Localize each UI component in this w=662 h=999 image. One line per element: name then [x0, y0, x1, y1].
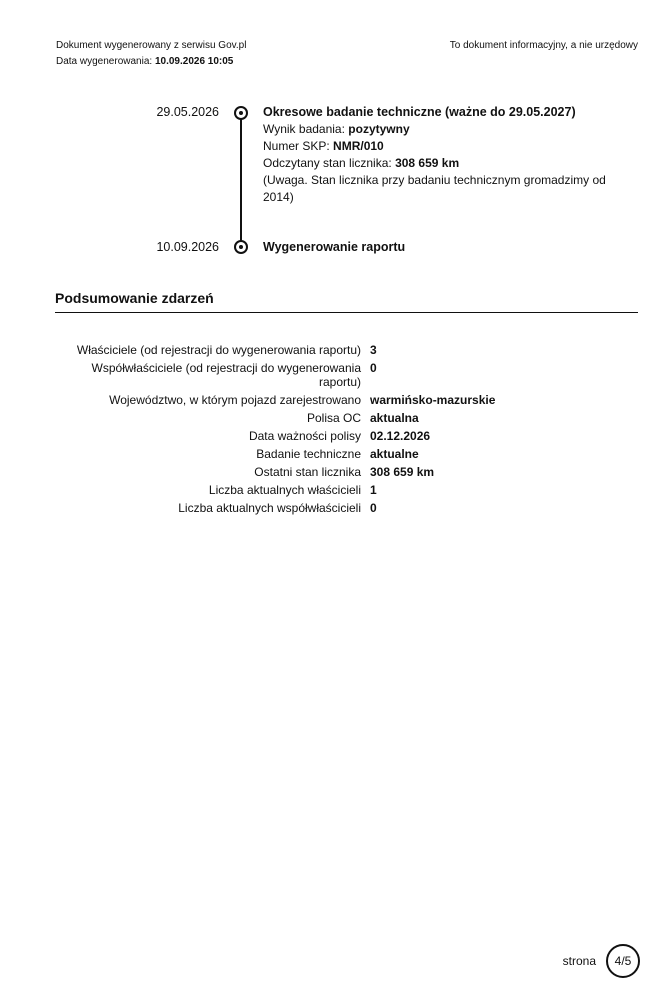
timeline-dot-icon: [234, 106, 248, 120]
skp-number-value: NMR/010: [333, 139, 384, 153]
summary-value: 308 659 km: [370, 465, 435, 479]
inspection-result-value: pozytywny: [348, 122, 410, 136]
inspection-result-label: Wynik badania:: [263, 122, 349, 136]
summary-row: [56, 393, 556, 407]
odometer-label: Odczytany stan licznika:: [263, 156, 396, 170]
summary-value: aktualna: [370, 411, 419, 425]
summary-value: 1: [370, 483, 377, 497]
inspection-result: [263, 121, 623, 138]
odometer-value: 308 659 km: [395, 156, 460, 170]
page-footer: [563, 944, 640, 978]
odometer-reading: [263, 155, 623, 172]
timeline-dot-icon: [234, 240, 248, 254]
summary-title: Podsumowanie zdarzeń: [55, 290, 638, 313]
skp-number: [263, 138, 623, 155]
summary-label: Właściciele (od rejestracji do wygenerowania raportu): [76, 343, 361, 357]
summary-row: [56, 447, 556, 461]
summary-label: Współwłaściciele (od rejestracji do wygenerowania raportu): [91, 361, 361, 389]
summary-value: 3: [370, 343, 377, 357]
summary-label: Ostatni stan licznika: [254, 465, 361, 479]
document-header-left: [56, 38, 246, 70]
summary-value: warmińsko-mazurskie: [370, 393, 496, 407]
timeline-event-inspection: [263, 104, 623, 206]
summary-row: [56, 429, 556, 443]
odometer-note: (Uwaga. Stan licznika przy badaniu technicznym gromadzimy od 2014): [263, 173, 606, 204]
summary-label: Województwo, w którym pojazd zarejestrowano: [109, 393, 361, 407]
timeline-event-report: [263, 239, 623, 256]
summary-label: Polisa OC: [306, 411, 361, 425]
summary-label: Liczba aktualnych współwłaścicieli: [178, 501, 361, 515]
page-number: 4/5: [614, 954, 632, 968]
summary-label: Badanie techniczne: [256, 447, 361, 461]
summary-value: 0: [370, 361, 377, 375]
summary-row: [56, 465, 556, 479]
summary-label: Liczba aktualnych właścicieli: [208, 483, 361, 497]
summary-row: [56, 411, 556, 425]
summary-row: [56, 361, 556, 389]
summary-table: [56, 343, 556, 519]
timeline-date: 29.05.2026: [156, 105, 219, 119]
generation-date-value: 10.09.2026 10:05: [154, 56, 234, 67]
generation-date: [56, 54, 246, 70]
summary-row: [56, 501, 556, 515]
summary-value: aktualne: [370, 447, 419, 461]
event-title: Okresowe badanie techniczne (ważne do 29.05.2027): [263, 105, 576, 119]
timeline-date: 10.09.2026: [156, 240, 219, 254]
timeline-line: [240, 113, 242, 247]
page-label: strona: [562, 954, 596, 968]
skp-number-label: Numer SKP:: [263, 139, 334, 153]
summary-row: [56, 343, 556, 357]
generation-date-label: Data wygenerowania:: [56, 56, 155, 67]
summary-value: 0: [370, 501, 377, 515]
summary-row: [56, 483, 556, 497]
disclaimer-text: To dokument informacyjny, a nie urzędowy: [449, 40, 638, 51]
event-title: Wygenerowanie raportu: [263, 240, 406, 254]
source-text: Dokument wygenerowany z serwisu Gov.pl: [56, 40, 247, 51]
summary-label: Data ważności polisy: [248, 429, 361, 443]
summary-value: 02.12.2026: [370, 429, 431, 443]
page-number-badge: [606, 944, 640, 978]
